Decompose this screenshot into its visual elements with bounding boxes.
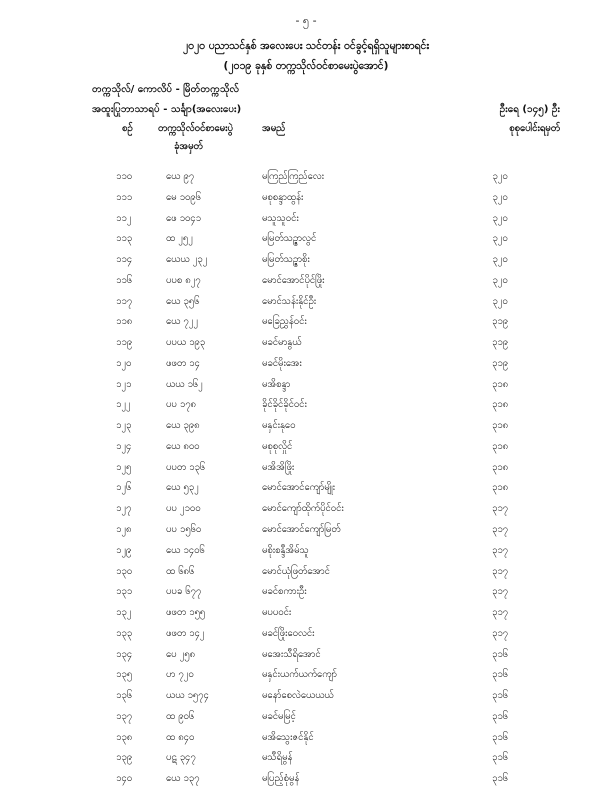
row-registration: ယေယ ၂၃၂ — [166, 254, 208, 266]
table-row — [0, 627, 612, 648]
row-registration: ဟ ၇၂၀ — [166, 669, 194, 681]
row-score: ၃၁၈ — [491, 461, 509, 473]
row-score: ၃၁၈ — [491, 440, 509, 452]
row-score: ၃၁၉ — [491, 316, 509, 328]
student-table — [0, 170, 612, 793]
row-name: မခင်စကားဦး — [262, 586, 307, 598]
table-row — [0, 274, 612, 295]
row-number: ၁၃၀ — [116, 565, 133, 577]
table-row — [0, 565, 612, 586]
row-name: မမြတ်သဉ္ဇာလွင် — [262, 233, 317, 245]
table-row — [0, 461, 612, 482]
row-registration: ယေ ၉၇ — [166, 171, 195, 182]
row-number: ၁၁၈ — [116, 316, 133, 328]
row-number: ၁၃၃ — [116, 627, 133, 639]
row-registration: ထ ၉၀၆ — [166, 710, 195, 722]
table-row — [0, 772, 612, 793]
row-registration: ဖဖတ ၁၄၂ — [166, 627, 205, 639]
row-name: မောင်ယုံဖြတ်အောင် — [262, 565, 330, 577]
row-name: မနှင်းနုဝေ — [262, 420, 296, 432]
table-row — [0, 232, 612, 253]
row-number: ၁၂၃ — [116, 420, 132, 432]
row-name: မစိုးစန္ဒီအိမ်သူ — [262, 544, 309, 556]
row-number: ၁၂၇ — [116, 503, 132, 515]
table-row — [0, 315, 612, 336]
row-number: ၁၃၄ — [116, 648, 133, 660]
document-subtitle: (၂၀၁၉ ခုနှစ် တက္ကသိုလ်ဝင်စာမေးပွဲအောင်) — [223, 60, 389, 72]
row-number: ၁၁၇ — [116, 295, 133, 307]
student-count: ဦးရေ (၁၄၅) ဦး — [499, 104, 560, 115]
row-registration: ယေ ၈၀၀ — [166, 440, 200, 452]
row-number: ၁၃၈ — [116, 731, 133, 743]
table-row — [0, 212, 612, 233]
row-score: ၃၂၀ — [492, 233, 508, 245]
row-score: ၃၂၀ — [492, 191, 508, 203]
row-name: မစုစုလှိုင် — [262, 440, 293, 452]
row-number: ၁၁၆ — [116, 274, 133, 286]
row-registration: ဖဖတ ၁၅၅ — [166, 607, 206, 619]
row-number: ၁၁၃ — [116, 233, 133, 245]
row-registration: ယယ ၁၆၂ — [166, 378, 203, 390]
table-row — [0, 502, 612, 523]
row-name: မောင်အောင်ကျော်မျိုး — [262, 482, 336, 494]
row-name: မနော်စေလဲယေယယ် — [262, 690, 334, 702]
row-name: မသူသူဝင်း — [262, 212, 299, 224]
row-score: ၃၁၈ — [491, 420, 509, 432]
row-name: မပြည့်စုံမွန် — [262, 773, 300, 785]
table-row — [0, 295, 612, 316]
row-score: ၃၁၇ — [491, 586, 509, 598]
row-score: ၃၁၈ — [491, 399, 509, 411]
header-name: အမည် — [262, 123, 286, 134]
row-number: ၁၁၀ — [116, 171, 133, 182]
row-number: ၁၂၅ — [116, 461, 132, 473]
row-name: မခင်မာနွယ် — [262, 337, 302, 349]
row-registration: ပပ ၂၁၀၀ — [166, 503, 201, 515]
document-title: ၂၀၂၀ ပညာသင်နှစ် အလေးပေး သင်တန်း ဝင်ခွင့်ရရှိသူများစာရင်း — [182, 40, 430, 52]
row-score: ၃၁၆ — [491, 690, 509, 702]
table-row — [0, 440, 612, 461]
row-name: မအေးသီရိအောင် — [262, 648, 321, 660]
table-row — [0, 648, 612, 669]
table-row — [0, 253, 612, 274]
table-row — [0, 336, 612, 357]
row-registration: ပပစ ၈၂၇ — [166, 274, 201, 286]
row-name: မအိအိဖြိုး — [262, 461, 295, 473]
row-score: ၃၁၇ — [491, 627, 509, 639]
row-score: ၃၁၆ — [491, 773, 509, 785]
subject-line: အထူးပြုဘာသာရပ် - သင်္ချာ(အလေးပေး) — [92, 104, 242, 115]
row-name: မမြတ်သဉ္ဇာစိုး — [262, 254, 310, 266]
row-score: ၃၁၆ — [491, 669, 509, 681]
header-no: စဉ် — [122, 123, 133, 134]
table-row — [0, 668, 612, 689]
table-row — [0, 378, 612, 399]
header-registration: တက္ကသိုလ်ဝင်စာမေးပွဲ — [158, 123, 233, 134]
row-score: ၃၁၆ — [491, 752, 509, 764]
row-score: ၃၁၇ — [491, 544, 509, 556]
row-number: ၁၃၇ — [116, 710, 133, 722]
row-score: ၃၁၉ — [491, 357, 509, 369]
row-number: ၁၂၈ — [116, 524, 132, 536]
row-score: ၃၁၇ — [491, 524, 509, 536]
row-name: မောင်အောင်ပိုင်ဖြိုး — [262, 274, 325, 286]
table-row — [0, 751, 612, 772]
table-row — [0, 357, 612, 378]
row-registration: ပေ ၂၅၈ — [166, 648, 196, 660]
row-number: ၁၂၆ — [116, 482, 132, 494]
row-score: ၃၁၆ — [491, 710, 509, 722]
row-name: မအိသွေးဇင်နိုင် — [262, 731, 314, 743]
row-registration: ယယ ၁၅၇၄ — [166, 690, 209, 702]
row-score: ၃၁၇ — [491, 607, 509, 619]
row-score: ၃၂၀ — [492, 274, 508, 286]
row-score: ၃၂၀ — [492, 254, 508, 266]
row-name: မနှင်းယက်ယက်ကျော် — [262, 669, 337, 681]
row-number: ၁၄၀ — [116, 773, 133, 785]
row-registration: ယေ ၅၃၂ — [166, 482, 199, 494]
row-registration: ပဋ ၃၄၇ — [166, 752, 196, 764]
row-registration: မေ ၁၀၉၆ — [166, 191, 201, 203]
header-registration-line2: ခုံအမှတ် — [174, 141, 203, 152]
row-name: မသီရိမွန် — [262, 752, 293, 764]
table-row — [0, 481, 612, 502]
row-score: ၃၁၉ — [491, 337, 509, 349]
table-row — [0, 710, 612, 731]
row-name: မကြည်ကြည်လေး — [262, 171, 325, 182]
row-number: ၁၂၁ — [116, 378, 132, 390]
row-name: မအိစန္ဒာ — [262, 378, 291, 390]
table-row — [0, 419, 612, 440]
row-number: ၁၂၄ — [116, 440, 132, 452]
row-registration: ဖဖတ ၁၄ — [166, 357, 200, 369]
row-registration: ပပယ ၁၉၃ — [166, 337, 206, 349]
row-score: ၃၁၇ — [491, 503, 509, 515]
row-registration: ယေ ၃၉၈ — [166, 420, 200, 432]
row-number: ၁၁၁ — [116, 191, 133, 203]
table-row — [0, 398, 612, 419]
row-number: ၁၂၀ — [116, 357, 132, 369]
row-name: မခင်မိုးအေး — [262, 357, 302, 369]
row-score: ၃၂၀ — [492, 295, 508, 307]
row-name: မောင်သန်းနိုင်ဦး — [262, 295, 317, 307]
row-name: မစုစန္ဒာထွန်း — [262, 191, 304, 203]
row-number: ၁၃၁ — [116, 586, 133, 598]
row-registration: ထ ၈၄၀ — [166, 731, 195, 743]
row-registration: ယေ ၁၃၇ — [166, 773, 200, 785]
row-score: ၃၁၈ — [491, 482, 509, 494]
row-score: ၃၂၀ — [492, 171, 508, 182]
row-number: ၁၁၉ — [116, 337, 133, 349]
row-registration: ယေ ၃၅၆ — [166, 295, 200, 307]
row-number: ၁၃၉ — [116, 752, 133, 764]
university-line: တက္ကသိုလ်/ ကောလိပ် - မြိတ်တက္ကသိုလ် — [92, 84, 239, 95]
row-registration: ယေ ၇၂၂ — [166, 316, 199, 328]
row-registration: ပပ ၁၇၈ — [166, 399, 196, 411]
table-row — [0, 585, 612, 606]
row-number: ၁၁၄ — [116, 254, 133, 266]
row-registration: ဖေ ၁၀၄၁ — [166, 212, 201, 224]
row-registration: ပပတ ၁၃၆ — [166, 461, 206, 473]
row-name: ခိုင်ခိုင်ခိုင်ဝင်း — [262, 399, 307, 411]
row-score: ၃၂၀ — [492, 212, 508, 224]
table-row — [0, 170, 612, 191]
row-number: ၁၂၂ — [116, 399, 131, 411]
table-row — [0, 731, 612, 752]
row-name: မပပဝင်း — [262, 607, 292, 619]
row-score: ၃၁၆ — [491, 648, 509, 660]
table-row — [0, 523, 612, 544]
table-row — [0, 191, 612, 212]
table-row — [0, 544, 612, 565]
row-name: မောင်ကျော်ထိုက်ပိုင်ဝင်း — [262, 503, 344, 515]
row-score: ၃၁၈ — [491, 378, 509, 390]
row-name: မောင်အောင်ကျော်မြတ် — [262, 524, 341, 536]
row-name: မခြေညွှန်ဝင်း — [262, 316, 307, 328]
row-number: ၁၃၅ — [116, 669, 133, 681]
table-row — [0, 689, 612, 710]
row-number: ၁၂၉ — [116, 544, 132, 556]
row-number: ၁၁၂ — [116, 212, 132, 224]
table-row — [0, 606, 612, 627]
row-score: ၃၁၆ — [491, 731, 509, 743]
row-registration: ပပခ ၆၇၇ — [166, 586, 202, 598]
row-number: ၁၃၂ — [116, 607, 132, 619]
header-score: စုစုပေါင်းရမှတ် — [509, 123, 560, 134]
row-registration: ပပ ၁၅၆၀ — [166, 524, 202, 536]
page-number: - ၅ - — [295, 14, 317, 27]
row-name: မခင်မမြင့် — [262, 710, 296, 722]
row-registration: ထ ၂၅၂ — [166, 233, 193, 245]
row-number: ၁၃၆ — [116, 690, 133, 702]
row-score: ၃၁၇ — [491, 565, 509, 577]
row-registration: ယေ ၁၄၀၆ — [166, 544, 205, 556]
row-name: မခင်ဖြိုးဝေလင်း — [262, 627, 315, 639]
row-registration: ထ ၆၈၆ — [166, 565, 195, 577]
